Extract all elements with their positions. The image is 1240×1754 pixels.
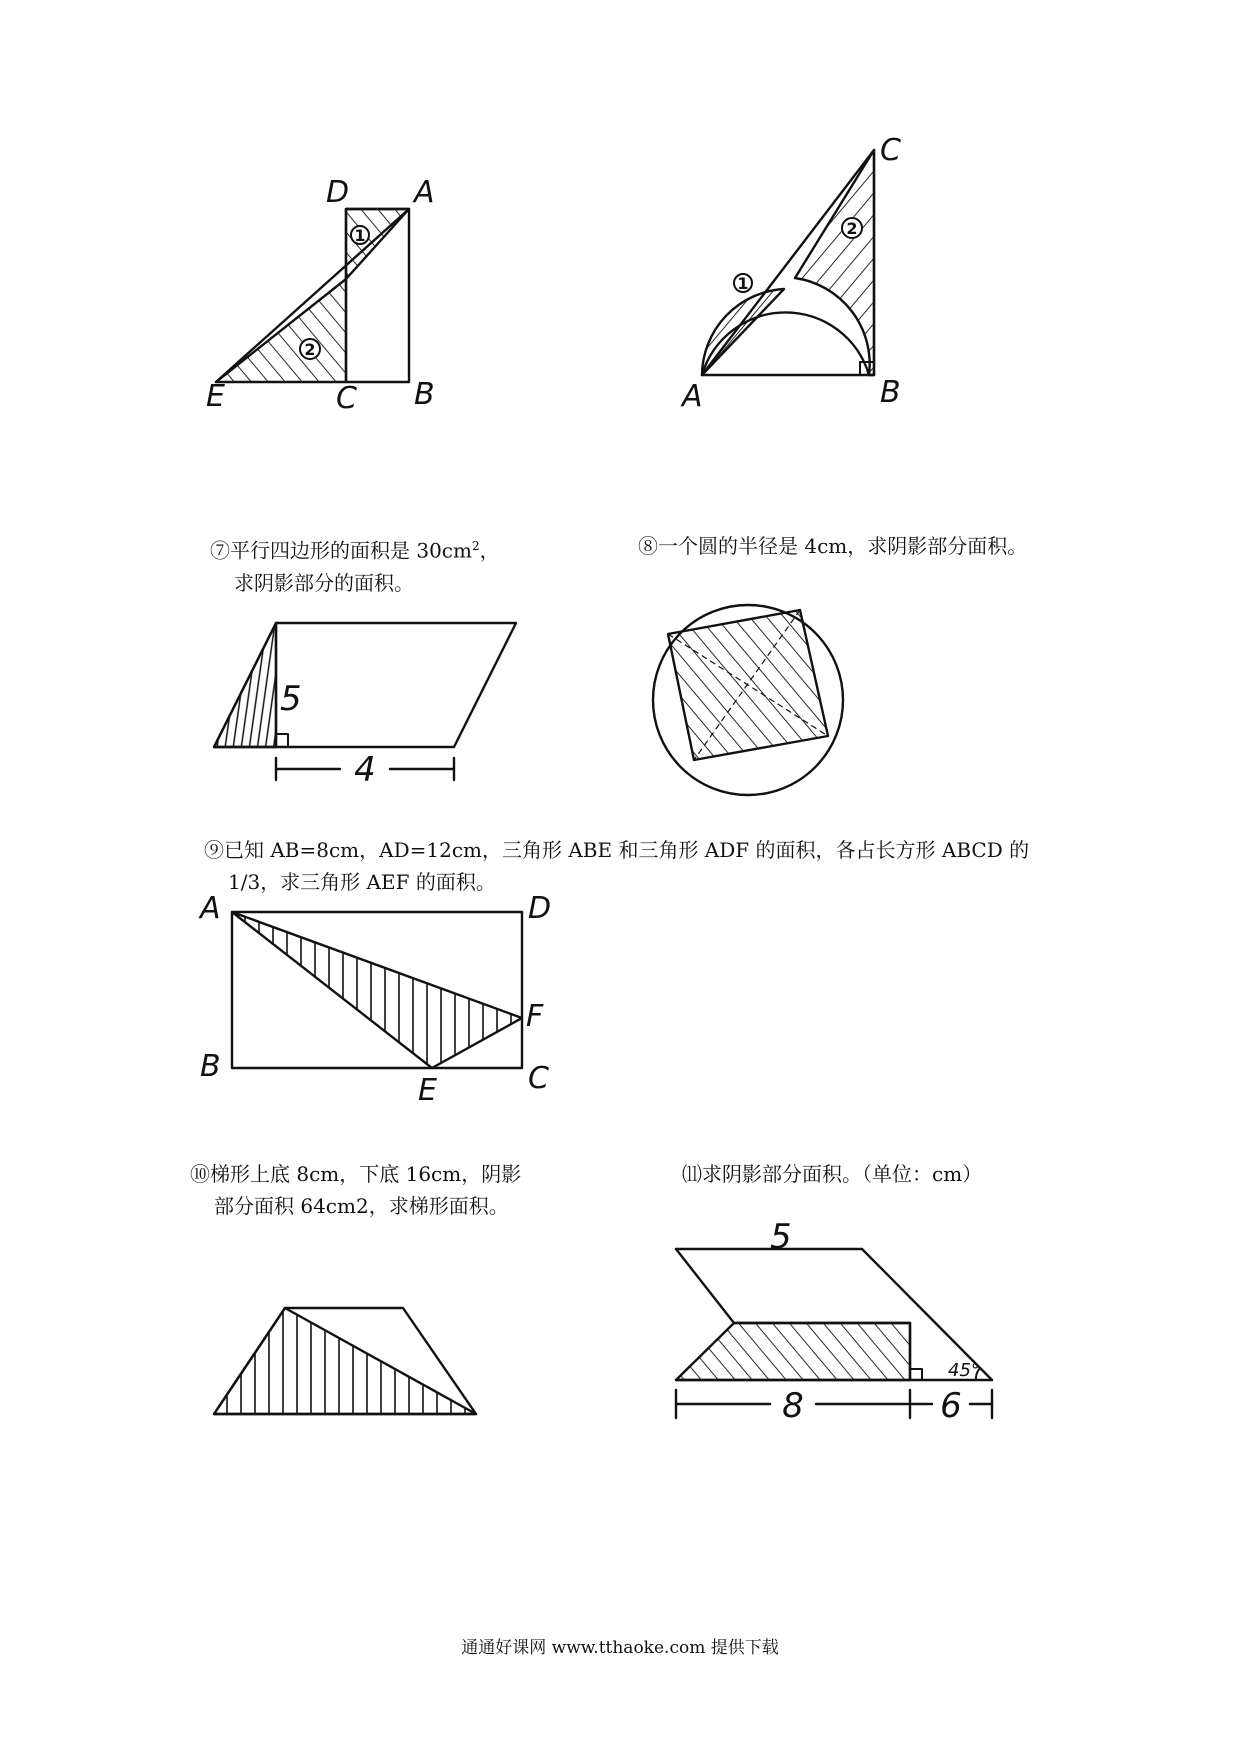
question-10-line2: 部分面积 64cm2，求梯形面积。 [214,1194,509,1218]
question-9-line2: 1/3，求三角形 AEF 的面积。 [228,870,496,894]
question-7-comma: ， [479,538,500,563]
question-8-line1: ⑧一个圆的半径是 4cm，求阴影部分面积。 [638,534,1028,558]
vertex-b: B [880,375,901,410]
question-8 [638,530,1027,562]
shaded-parallelogram [676,1323,910,1380]
vertex-a: A [682,379,703,414]
figure-composite [670,1217,1010,1432]
region-2-label: 2 [846,219,858,238]
vertex-f: F [526,999,544,1034]
page-footer: 通通好课网 www.tthaoke.com 提供下载 [461,1638,779,1658]
vertex-c: C [336,381,357,416]
vertex-d: D [326,175,350,210]
question-7-line1: ⑦平行四边形的面积是 30cm [210,538,472,563]
vertex-e: E [206,379,225,414]
region-1-label: 1 [354,226,366,245]
question-10-line1: ⑩梯形上底 8cm，下底 16cm，阴影 [190,1162,522,1186]
question-7 [210,530,500,599]
figure-trapezoid [206,1298,486,1428]
shaded-region-2 [216,279,346,382]
vertex-b: B [200,1049,221,1084]
question-9-line1: ⑨已知 AB=8cm，AD=12cm，三角形 ABE 和三角形 ADF 的面积，各占长方形 ABCD 的 [204,838,1030,862]
vertex-e: E [418,1073,437,1108]
shaded-triangle-aef [232,912,522,1068]
vertex-a: A [200,891,221,926]
top-length-label: 5 [770,1217,792,1257]
shaded-region-2 [795,150,874,375]
vertex-b: B [414,377,435,412]
figure-circle-square [650,600,850,800]
right-base-label: 6 [940,1386,962,1426]
shaded-region-1 [702,289,784,375]
question-7-superscript: 2 [471,539,480,553]
region-2-label: 2 [304,340,316,359]
question-7-line2: 求阴影部分的面积。 [234,570,414,595]
shaded-triangle [214,1308,476,1414]
question-10 [190,1158,521,1222]
region-1-label: 1 [737,274,749,293]
figure-rectangle-abcd [196,891,566,1116]
figure-semicircle-triangle [680,133,920,414]
figure-parallelogram [200,610,530,800]
angle-label: 45° [948,1360,980,1381]
question-11-line1: ⑾求阴影部分面积。（单位：cm） [682,1162,983,1186]
left-base-label: 8 [782,1386,804,1426]
figure-rectangle-triangle [200,175,460,416]
vertex-c: C [880,133,901,168]
base-label: 4 [354,750,376,790]
height-label: 5 [280,679,302,719]
question-9 [204,834,1029,898]
vertex-a: A [414,175,435,210]
vertex-d: D [528,891,552,926]
vertex-c: C [528,1061,549,1096]
question-11 [682,1158,982,1190]
